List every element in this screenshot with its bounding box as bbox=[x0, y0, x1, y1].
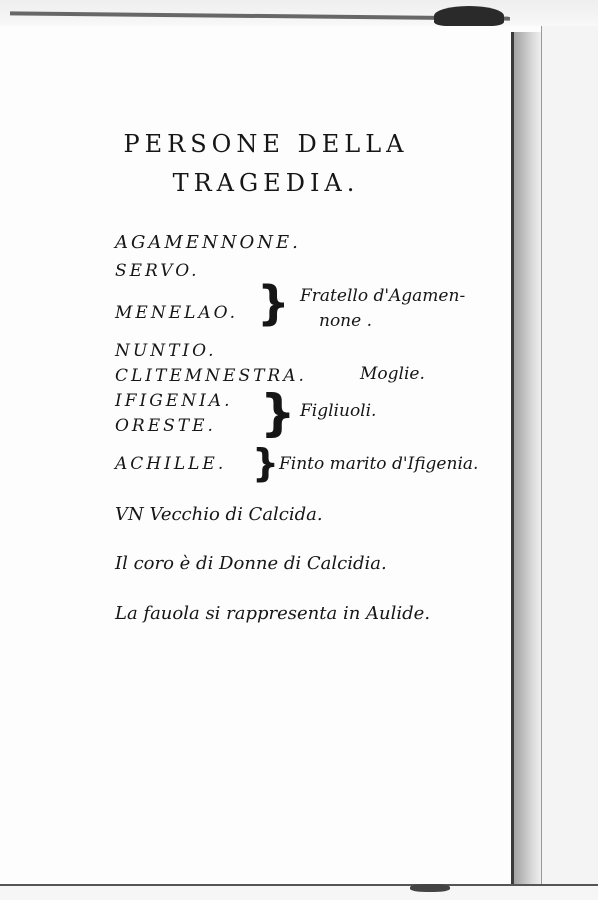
desc-clitemnestra: Moglie. bbox=[360, 364, 425, 384]
cast-servo: SERVO. bbox=[115, 261, 200, 281]
desc-menelao-2: none . bbox=[319, 311, 373, 331]
gutter-shadow-line bbox=[511, 32, 514, 884]
bottom-smudge bbox=[410, 884, 450, 892]
brace-menelao: } bbox=[257, 276, 290, 330]
cast-agamennone: AGAMENNONE. bbox=[115, 232, 301, 253]
cast-achille: ACHILLE. bbox=[115, 454, 227, 474]
desc-children: Figliuoli. bbox=[300, 401, 377, 421]
cast-menelao: MENELAO. bbox=[115, 303, 239, 323]
desc-menelao-1: Fratello d'Agamen- bbox=[300, 286, 466, 306]
cast-oreste: ORESTE. bbox=[115, 416, 216, 436]
cast-ifigenia: IFIGENIA. bbox=[115, 391, 233, 411]
ink-smudge bbox=[434, 6, 504, 26]
brace-achille: } bbox=[252, 441, 280, 485]
brace-children: } bbox=[260, 384, 296, 442]
cast-clitemnestra: CLITEMNESTRA. bbox=[115, 366, 307, 386]
book-gutter bbox=[511, 32, 541, 884]
note-vecchio: VN Vecchio di Calcida. bbox=[115, 504, 323, 525]
note-coro: Il coro è di Donne di Calcidia. bbox=[115, 553, 387, 574]
facing-page-edge bbox=[541, 26, 598, 890]
page-title-line-2: TRAGEDIA. bbox=[172, 169, 360, 197]
desc-achille: Finto marito d'Ifigenia. bbox=[279, 454, 479, 474]
note-favola: La fauola si rappresenta in Aulide. bbox=[115, 603, 431, 624]
bottom-page-edge bbox=[0, 884, 598, 900]
cast-nuntio: NUNTIO. bbox=[115, 341, 217, 361]
page-title-line-1: PERSONE DELLA bbox=[123, 130, 409, 158]
